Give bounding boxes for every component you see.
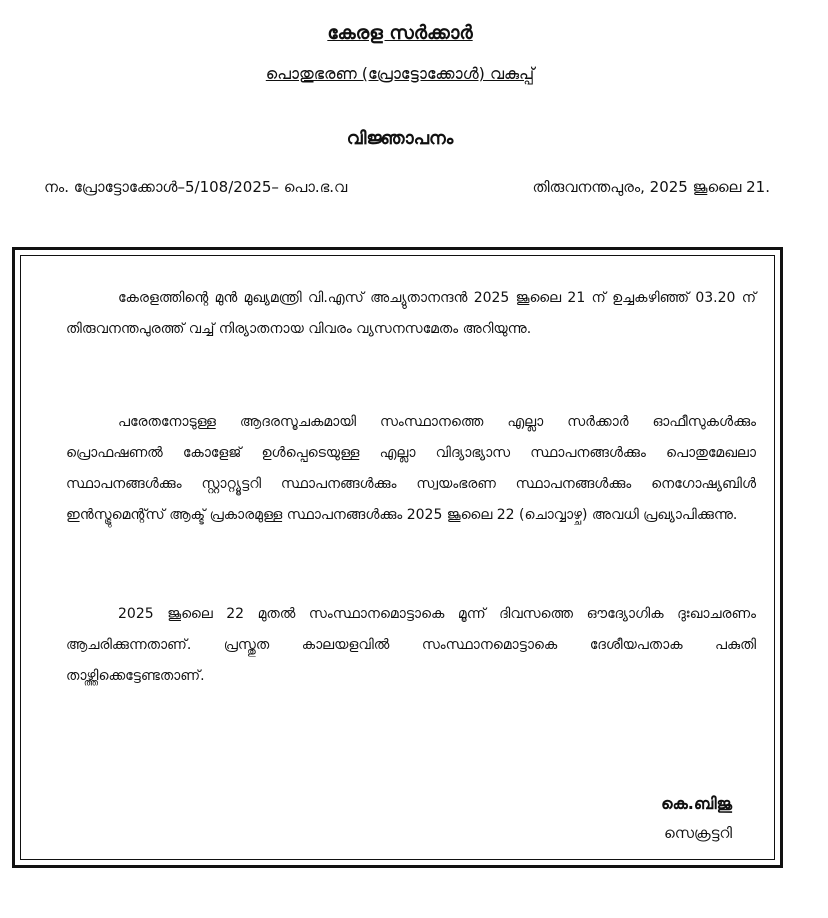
paragraph-2: പരേതനോടുള്ള ആദരസൂചകമായി സംസ്ഥാനത്തെ എല്ലാ സർക്കാർ ഓഫീസുകൾക്കും പ്രൊഫഷണൽ കോളേജ് ഉൾപ്പെടെയുള്ള എല്ലാ വിദ്യാഭ്യാസ സ്ഥാപനങ്ങൾക്കും പൊതുമേഖലാ സ്ഥാപനങ്ങൾക്കും സ്റ്റാറ്റ്യൂട്ടറി സ്ഥാപനങ്ങൾക്കും സ്വയംഭരണ സ്ഥാപനങ്ങൾക്കും നെഗോഷ്യബിൾ ഇൻസ്ട്രുമെന്റ്സ് ആക്ട് പ്രകാരമുള്ള സ്ഥാപനങ്ങൾക്കും 2025 ജൂലൈ 22 (ചൊവ്വാഴ്ച) അവധി പ്രഖ്യാപിക്കുന്നു.: [66, 414, 756, 523]
paragraph-1: കേരളത്തിന്റെ മുൻ മുഖ്യമന്ത്രി വി.എസ് അച്യുതാനന്ദൻ 2025 ജൂലൈ 21 ന് ഉച്ചകഴിഞ്ഞ് 03.20 ന് തിരുവനന്തപുരത്ത് വച്ച് നിര്യാതനായ വിവരം വ്യസനസമേതം അറിയുന്നു.: [66, 290, 756, 337]
notice-box: [12, 247, 783, 868]
place-date: തിരുവനന്തപുരം, 2025 ജൂലൈ 21.: [532, 178, 770, 196]
notice-box-inner-border: [20, 255, 775, 860]
government-title: കേരള സർക്കാർ: [327, 22, 473, 44]
signatory-title: സെക്രട്ടറി: [664, 824, 732, 842]
reference-number: നം. പ്രോട്ടോക്കോൾ–5/108/2025– പൊ.ഭ.വ: [44, 178, 348, 196]
paragraph-3: 2025 ജൂലൈ 22 മുതൽ സംസ്ഥാനമൊട്ടാകെ മൂന്ന് ദിവസത്തെ ഔദ്യോഗിക ദുഃഖാചരണം ആചരിക്കുന്നതാണ്. പ്രസ്തുത കാലയളവിൽ സംസ്ഥാനമൊട്ടാകെ ദേശീയപതാക പകുതി താഴ്ത്തിക്കെട്ടേണ്ടതാണ്.: [66, 606, 756, 684]
signatory-name: കെ.ബിജു: [661, 794, 732, 813]
notification-heading: വിജ്ഞാപനം: [346, 128, 454, 149]
department-title: പൊതുഭരണ (പ്രോട്ടോക്കോൾ) വകുപ്പ്: [265, 64, 535, 83]
